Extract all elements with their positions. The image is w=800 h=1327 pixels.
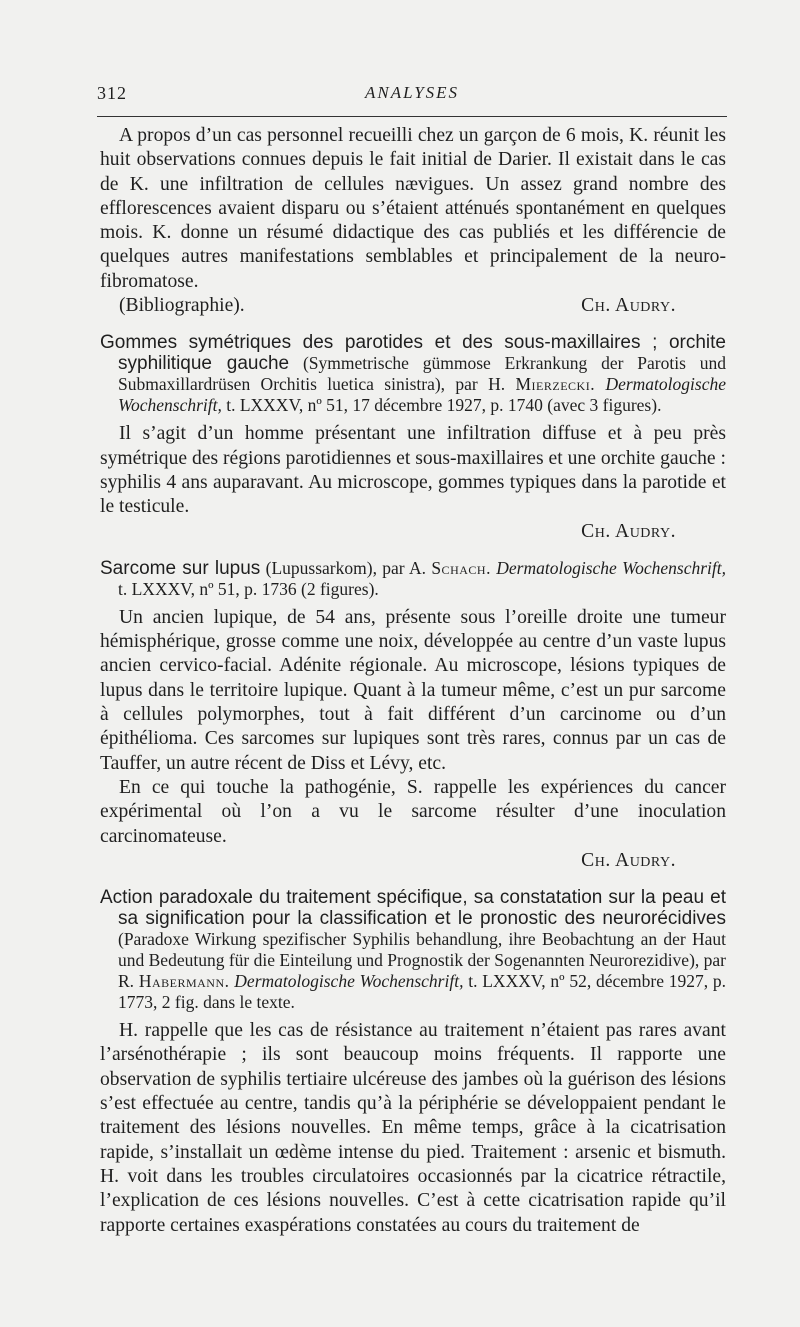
entry-heading <box>100 332 726 416</box>
entry-author: Schach. <box>431 557 491 578</box>
page-body <box>100 124 726 1238</box>
entry-author: Habermann. <box>138 971 230 992</box>
entry-signature-line <box>100 520 726 544</box>
signature: Ch. Audry. <box>581 520 676 542</box>
entry-heading <box>100 558 726 600</box>
first-article-text: A propos d’un cas personnel recueilli chez un garçon de 6 mois, K. réunit les huit observations connues depuis le fait initial de Darier. Il existait dans le cas de K. une infiltration de cellules nævigues. Un assez grand nombre des efflorescences avaient disparu ou s’étaient atténués spontanément en quelques mois. K. donne un résumé didactique des cas publiés et les différencie de quelques autres manifestations semblables et principalement de la neuro-fibromatose. <box>100 125 726 292</box>
bibliography-note: (Bibliographie). <box>119 295 245 317</box>
review-entry <box>100 332 726 543</box>
signature: Ch. Audry. <box>581 295 676 317</box>
signature: Ch. Audry. <box>581 849 676 871</box>
entry-paragraph: H. rappelle que les cas de résistance au traitement n’étaient pas rares avant l’arsénothérapie ; ils sont beaucoup moins fréquents. Il rapporte une observation de syphilis tertiaire ulcéreuse des jambes où la guérison des lésions s’est effectuée au centre, tandis qu’à la périphérie se développaient pendant le traitement des lésions nouvelles. En même temps, grâce à la cicatrisation rapide, s’installait un œdème intense du pied. Traitement : arsenic et bismuth. H. voit dans les troubles circulatoires occasionnés par la cicatrice rétractile, l’explication de ces lésions nouvelles. C’est à cette cicatrisation rapide qu’il rapporte certaines exaspérations constatées au cours du traitement de <box>100 1020 726 1236</box>
entry-body <box>100 422 726 543</box>
header-rule <box>97 116 727 117</box>
entry-paragraph: Un ancien lupique, de 54 ans, présente sous l’oreille droite une tumeur hémisphérique, grosse comme une noix, développée au centre d’un vaste lupus ancien cervico-facial. Adénite régionale. Au microscope, lésions typiques de lupus dans le territoire lupique. Quant à la tumeur même, c’est un pur sarcome à cellules polymorphes, tout à fait différent d’un carcinome ou d’un épithélioma. Ces sarcomes sur lupiques sont très rares, connus par un cas de Tauffer, un autre récent de Diss et Lévy, etc. <box>100 606 726 774</box>
review-entry <box>100 887 726 1238</box>
first-article-footer <box>100 294 726 318</box>
entry-body <box>100 1019 726 1238</box>
running-head: ANALYSES <box>364 83 460 102</box>
entry-reference-end: t. LXXXV, nº 51, 17 décembre 1927, p. 1740 (avec 3 figures). <box>221 395 662 416</box>
page-header <box>97 80 727 120</box>
entry-signature-line <box>100 849 726 873</box>
review-entries <box>100 332 726 1237</box>
entry-heading <box>100 887 726 1013</box>
entry-reference: (Symmetrische gümmose Erkrankung der Parotis und Submaxillardrüsen Orchitis luetica sinistra), par H. <box>118 353 726 395</box>
entry-reference-end: t. LXXXV, nº 52, décembre 1927, p. 1773, 2 fig. dans le texte. <box>118 971 727 1013</box>
entry-author: Mierzecki. <box>515 374 596 395</box>
entry-title: Sarcome sur lupus <box>100 557 261 579</box>
entry-journal: Dermatologische Wochenschrift, <box>234 971 464 992</box>
entry-reference-end: t. LXXXV, nº 51, p. 1736 (2 figures). <box>118 578 379 599</box>
entry-journal: Dermatologische Wochenschrift, <box>118 374 726 416</box>
entry-body <box>100 606 726 873</box>
review-entry <box>100 558 726 873</box>
entry-title: Action paradoxale du traitement spécifique, sa constatation sur la peau et sa signification pour la classification et le pronostic des neurorécidives <box>100 887 726 930</box>
entry-title: Gommes symétriques des parotides et des sous-maxillaires ; orchite syphilitique gauche <box>100 332 726 375</box>
entry-reference: (Lupussarkom), par A. <box>260 557 432 578</box>
page-number: 312 <box>97 83 127 103</box>
entry-paragraph: En ce qui touche la pathogénie, S. rappelle les expériences du cancer expérimental où l’on a vu le sarcome résulter d’une inoculation carcinomateuse. <box>100 776 726 847</box>
entry-space <box>595 374 605 394</box>
entry-journal: Dermatologische Wochenschrift, <box>496 557 726 578</box>
entry-paragraph: Il s’agit d’un homme présentant une infiltration diffuse et à peu près symétrique des régions parotidiennes et sous-maxillaires et une orchite gauche : syphilis 4 ans auparavant. Au microscope, gommes typiques dans la parotide et le testicule. <box>100 423 726 518</box>
entry-reference: (Paradoxe Wirkung spezifischer Syphilis behandlung, ihre Beobachtung an der Haut und Bedeutung für die Einteilung und Prognostik der Sogenannten Neurorezidive), par R. <box>118 929 726 992</box>
